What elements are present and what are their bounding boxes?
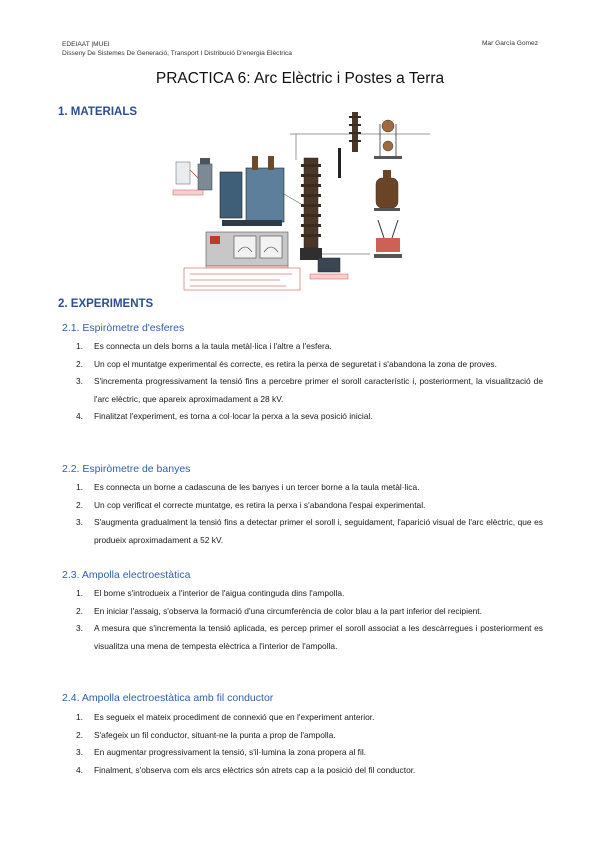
list-item: 1. Es connecta un borne a cadascuna de les banyes i un tercer borne a la taula metàl·lica. (76, 482, 420, 492)
heading-bottle: 2.3. Ampolla electroestàtica (62, 569, 191, 581)
list-item: 1. El borne s'introdueix a l'interior de l'aigua continguda dins l'ampolla. (76, 588, 345, 598)
list-item: 3. S'augmenta gradualment la tensió fins a detectar primer el soroll i, seguidament, l'aparició visual de l'arc elèctric, que es produeix aproximadament a 52 kV. (76, 517, 543, 545)
list-item: 4. Finalitzat l'experiment, es torna a col·locar la perxa a la seva posició inicial. (76, 411, 373, 421)
steps-sphere-gap (62, 338, 543, 426)
header-author: Mar García Gomez (481, 40, 538, 47)
heading-sphere-gap: 2.1. Espiròmetre d'esferes (62, 322, 185, 334)
heading-materials: 1. MATERIALS (58, 106, 138, 118)
equipment-diagram (170, 108, 440, 293)
header-school: EDEIAAT |MUEI (62, 41, 110, 48)
page-header-left (62, 40, 292, 58)
list-item: 3. S'incrementa progressivament la tensió fins a percebre primer el soroll característic i, posteriorment, la visualització de l'arc elèctric, que apareix aproximadament a 28 kV. (76, 376, 543, 404)
heading-horn-gap: 2.2. Espiròmetre de banyes (62, 463, 191, 475)
list-item: 4. Finalment, s'observa com els arcs elèctrics són atrets cap a la posició del fil conductor. (76, 764, 416, 775)
list-item: 1. Es segueix el mateix procediment de connexió que en l'experiment anterior. (76, 712, 375, 722)
list-item: 3. En augmentar progressivament la tensió, s'il·lumina la zona propera al fil. (76, 747, 367, 757)
list-item: 3. A mesura que s'incrementa la tensió aplicada, es percep primer el soroll associat a les descàrregues i posteriorment es visualitza una mena de tempesta elèctrica a l'interior de l'ampolla. (76, 623, 543, 651)
heading-bottle-wire: 2.4. Ampolla electroestàtica amb fil conductor (62, 692, 274, 704)
steps-bottle (62, 585, 543, 655)
list-item: 2. S'afegeix un fil conductor, situant-ne la punta a prop de l'ampolla. (76, 729, 336, 740)
list-item: 2. Un cop verificat el correcte muntatge, es retira la perxa i s'abandona l'espai experimental. (76, 499, 426, 510)
page-title: PRACTICA 6: Arc Elèctric i Postes a Terra (155, 70, 445, 87)
list-item: 1. Es connecta un dels borns a la taula metàl·lica i l'altre a l'esfera. (76, 341, 332, 351)
list-item: 2. En iniciar l'assaig, s'observa la formació d'una circumferència de color blau a la part inferior del recipient. (76, 605, 482, 616)
header-course: Disseny De Sistemes De Generació, Transport I Distribució D'energia Elèctrica (62, 50, 292, 57)
materials-figure (170, 108, 440, 293)
list-item: 2. Un cop el muntatge experimental és correcte, es retira la perxa de seguretat i s'abandona la zona de proves. (76, 358, 497, 369)
steps-bottle-wire (62, 709, 543, 779)
steps-horn-gap (62, 479, 543, 549)
heading-experiments: 2. EXPERIMENTS (58, 298, 154, 310)
